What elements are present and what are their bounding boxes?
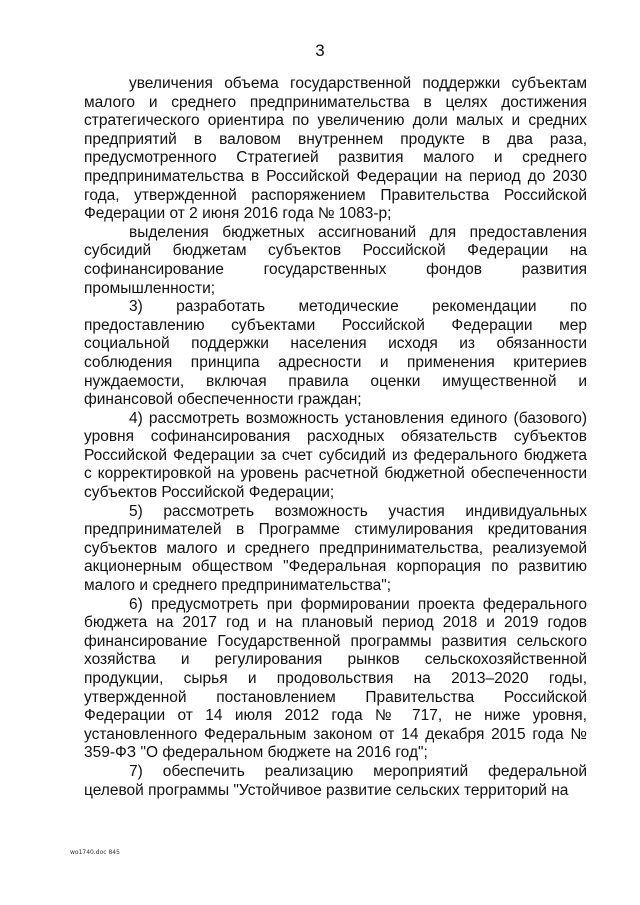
paragraph-item-6: 6) предусмотреть при формировании проекта федерального бюджета на 2017 год и на плановый период 2018 и 2019 годов финансирование Государственной программы развития сельского хозяйства и регулирования рынков сельскохозяйственной продукции, сырья и продовольствия на 2013–2020 годы, утвержденной постановлением Правительства Российской Федерации от 14 июля 2012 года № 717, не ниже уровня, установленного Федеральным законом от 14 декабря 2015 года № 359-ФЗ "О федеральном бюджете на 2016 год"; [84, 595, 587, 762]
paragraph-item-3: 3) разработать методические рекомендации по предоставлению субъектами Российской Федерации мер социальной поддержки населения исходя из обязанности соблюдения принципа адресности и применения критериев нуждаемости, включая правила оценки имущественной и финансовой обеспеченности граждан; [84, 298, 587, 409]
footer-document-code: wo1740.doc 845 [70, 849, 120, 856]
page-number: 3 [315, 41, 325, 60]
paragraph-item-5: 5) рассмотреть возможность участия индивидуальных предпринимателей в Программе стимулирования кредитования субъектов малого и среднего предпринимательства, реализуемой акционерным обществом "Федеральная корпорация по развитию малого и среднего предпринимательства"; [84, 502, 587, 595]
paragraph-continuation-support: увеличения объема государственной поддержки субъектам малого и среднего предпринимательства в целях достижения стратегического ориентира по увеличению доли малых и средних предприятий в валовом внутреннем продукте в два раза, предусмотренного Стратегией развития малого и среднего предпринимательства в Российской Федерации на период до 2030 года, утвержденной распоряжением Правительства Российской Федерации от 2 июня 2016 года № 1083-р; [84, 75, 587, 223]
paragraph-item-7: 7) обеспечить реализацию мероприятий федеральной целевой программы "Устойчивое развитие сельских территорий на [84, 762, 587, 799]
paragraph-budget-allocations: выделения бюджетных ассигнований для предоставления субсидий бюджетам субъектов Российской Федерации на софинансирование государственных фондов развития промышленности; [84, 223, 587, 297]
document-body [84, 75, 587, 800]
paragraph-item-4: 4) рассмотреть возможность установления единого (базового) уровня софинансирования расходных обязательств субъектов Российской Федерации за счет субсидий из федерального бюджета с корректировкой на уровень расчетной бюджетной обеспеченности субъектов Российской Федерации; [84, 409, 587, 502]
